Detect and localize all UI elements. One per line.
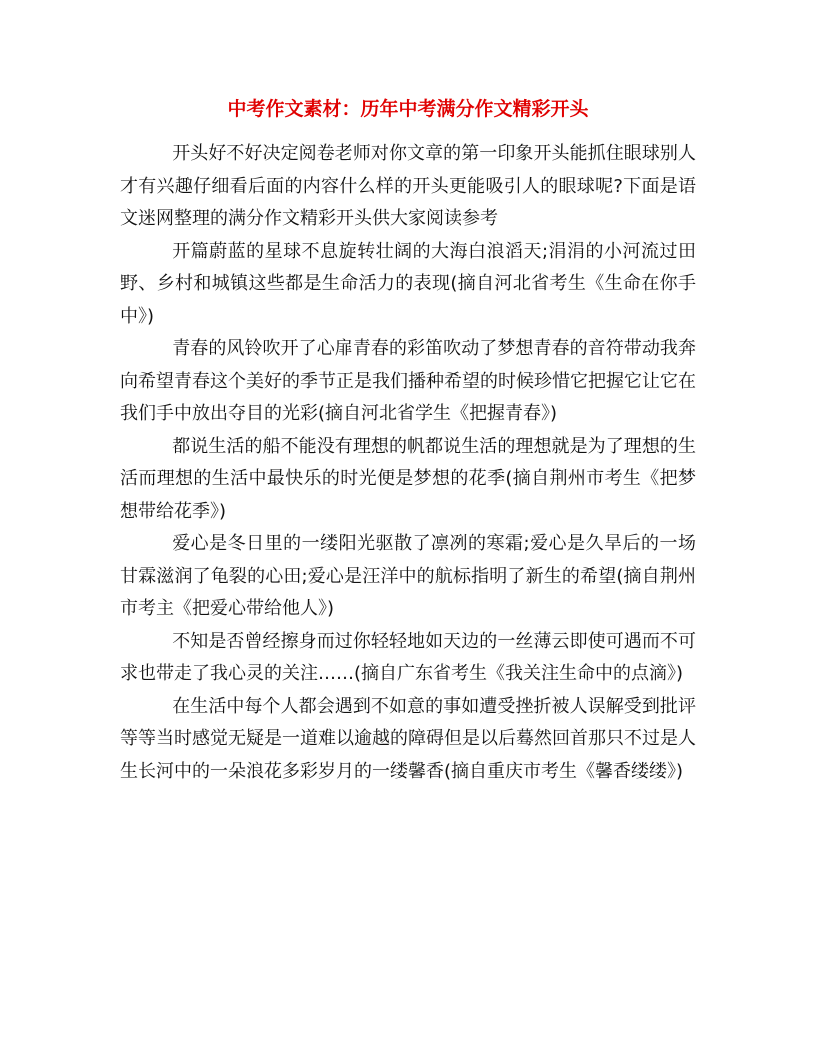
paragraph-excerpt-4: 爱心是冬日里的一缕阳光驱散了凛冽的寒霜;爱心是久旱后的一场甘霖滋润了龟裂的心田;爱心是汪洋中的航标指明了新生的希望(摘自荆州市考主《把爱心带给他人》) xyxy=(120,533,696,619)
document-body xyxy=(120,138,696,788)
paragraph-excerpt-1: 开篇蔚蓝的星球不息旋转壮阔的大海白浪滔天;涓涓的小河流过田野、乡村和城镇这些都是生命活力的表现(摘自河北省考生《生命在你手中》) xyxy=(120,240,696,327)
paragraph-excerpt-2: 青春的风铃吹开了心扉青春的彩笛吹动了梦想青春的音符带动我奔向希望青春这个美好的季节正是我们播种希望的时候珍惜它把握它让它在我们手中放出夺目的光彩(摘自河北省学生《把握青春》) xyxy=(120,338,696,424)
paragraph-excerpt-5: 不知是否曾经擦身而过你轻轻地如天边的一丝薄云即使可遇而不可求也带走了我心灵的关注……(摘自广东省考生《我关注生命中的点滴》) xyxy=(120,630,696,684)
paragraph-excerpt-6: 在生活中每个人都会遇到不如意的事如遭受挫折被人误解受到批评等等当时感觉无疑是一道难以逾越的障碍但是以后蓦然回首那只不过是人生长河中的一朵浪花多彩岁月的一缕馨香(摘自重庆市考生《馨香缕缕》) xyxy=(120,695,696,782)
paragraph-excerpt-3: 都说生活的船不能没有理想的帆都说生活的理想就是为了理想的生活而理想的生活中最快乐的时光便是梦想的花季(摘自荆州市考生《把梦想带给花季》) xyxy=(120,435,696,522)
paragraph-intro: 开头好不好决定阅卷老师对你文章的第一印象开头能抓住眼球别人才有兴趣仔细看后面的内容什么样的开头更能吸引人的眼球呢?下面是语文迷网整理的满分作文精彩开头供大家阅读参考 xyxy=(120,143,696,229)
document-title: 中考作文素材：历年中考满分作文精彩开头 xyxy=(227,98,589,120)
